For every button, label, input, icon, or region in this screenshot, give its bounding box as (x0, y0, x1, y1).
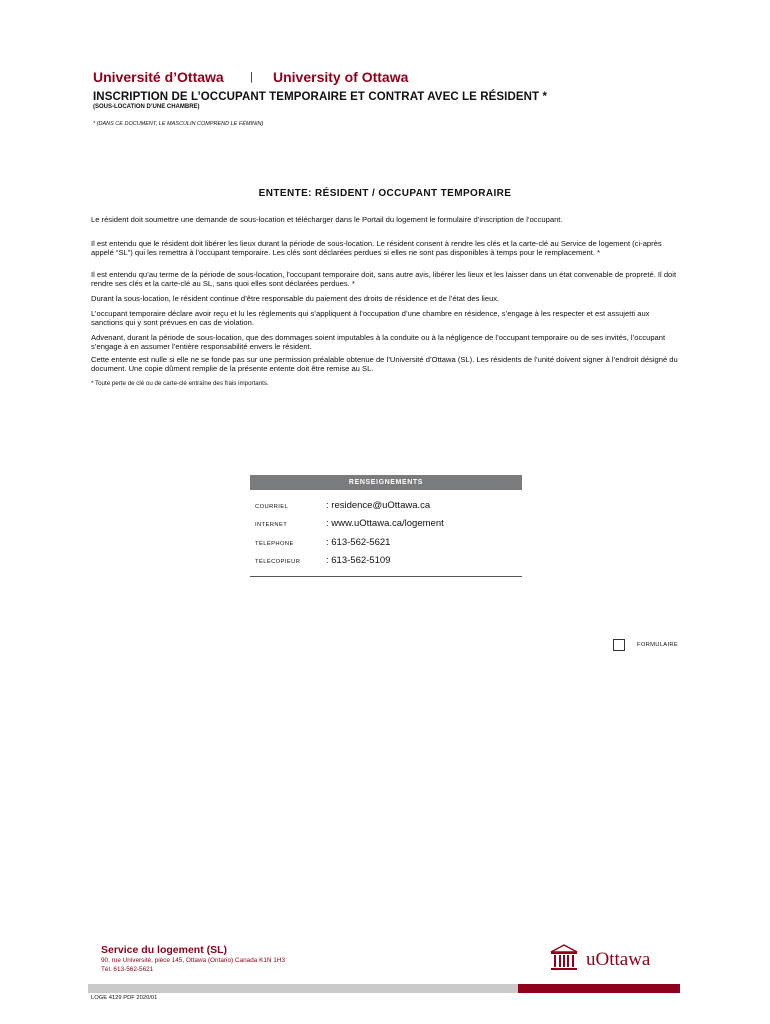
brand-fr: Université d’Ottawa (93, 69, 224, 85)
footer-bar-grey (88, 984, 518, 993)
paragraph-4: Durant la sous-location, le résident continue d’être responsable du paiement des droits de résidence et de l’état des lieux. (91, 294, 500, 303)
phone-label: TÉLÉPHONE (255, 541, 294, 547)
info-row-fax (250, 554, 522, 570)
info-row-internet (250, 517, 522, 533)
page-title: INSCRIPTION DE L’OCCUPANT TEMPORAIRE ET CONTRAT AVEC LE RÉSIDENT * (93, 91, 548, 103)
paragraph-5: L’occupant temporaire déclare avoir reçu et lu les règlements qui s’appliquent à l’occupation d’une chambre en résidence, s’engage à les respecter et est assujetti aux sanctions qui y sont prévues en cas de violation. (91, 309, 650, 327)
footer-address: 90, rue Université, pièce 145, Ottawa (Ontario) Canada K1N 1H3 (101, 957, 286, 964)
paragraph-3: Il est entendu qu’au terme de la période de sous-location, l’occupant temporaire doit, sans autre avis, libérer les lieux et les laisser dans un état convenable de propreté. Il doit rendre ses clés et la carte-clé au SL, sans quoi elles sont déclarées perdues. * (91, 270, 677, 288)
info-bottom-rule (250, 576, 522, 577)
paragraph-1: Le résident doit soumettre une demande de sous-location et télécharger dans le Portail du logement le formulaire d’inscription de l’occupant. (91, 215, 563, 224)
email-value[interactable]: : residence@uOttawa.ca (326, 500, 431, 511)
fax-value: : 613-562-5109 (326, 555, 391, 566)
university-building-icon (549, 944, 579, 972)
fax-label: TÉLÉCOPIEUR (255, 559, 301, 565)
footer-phone: Tél. 613-562-5621 (101, 966, 154, 973)
paragraph-6: Advenant, durant la période de sous-location, que des dommages soient imputables à la conduite ou à la négligence de l’occupant temporaire ou de ses invités, l’occupant s’engage à en assumer l’entière responsabilité envers le résident. (91, 333, 666, 351)
form-checkbox-label: FORMULAIRE (637, 642, 679, 648)
email-label: COURRIEL (255, 504, 289, 510)
phone-value: : 613-562-5621 (326, 537, 391, 548)
uottawa-logo-text: uOttawa (586, 949, 651, 970)
footer-service-title: Service du logement (SL) (101, 944, 228, 956)
gender-note: * (DANS CE DOCUMENT, LE MASCULIN COMPREND LE FÉMININ) (93, 121, 264, 127)
form-checkbox[interactable] (613, 639, 625, 651)
footer-bar-red (518, 984, 680, 993)
internet-label: INTERNET (255, 522, 288, 528)
info-row-email (250, 499, 522, 515)
brand-separator: | (250, 71, 253, 83)
info-box (250, 475, 522, 578)
internet-value[interactable]: : www.uOttawa.ca/logement (326, 518, 444, 529)
brand-en: University of Ottawa (273, 69, 409, 85)
document-code: LOGE 4129 PDF 2020/01 (91, 995, 158, 1001)
page-subtitle: (SOUS-LOCATION D’UNE CHAMBRE) (93, 104, 200, 110)
paragraph-2: Il est entendu que le résident doit libérer les lieux durant la période de sous-location. Le résident consent à rendre les clés et la carte-clé au Service de logement (ci-après appelé “SL”) qui les remettra à l’occupant temporaire. Les clés sont déclarées perdues si elles ne sont pas disponibles à temps pour le remplacement. * (91, 239, 662, 257)
info-header: RENSEIGNEMENTS (250, 475, 522, 490)
info-row-phone (250, 536, 522, 552)
paragraph-7: Cette entente est nulle si elle ne se fonde pas sur une permission préalable obtenue de l’Université d’Ottawa (SL). Les résidents de l’unité doivent signer à l’endroit désigné du document. Une copie dûment remplie de la présente entente doit être remise au SL. (91, 355, 678, 373)
agreement-heading: ENTENTE: RÉSIDENT / OCCUPANT TEMPORAIRE (258, 188, 512, 199)
paragraph-8: * Toute perte de clé ou de carte-clé entraîne des frais importants. (91, 380, 269, 387)
